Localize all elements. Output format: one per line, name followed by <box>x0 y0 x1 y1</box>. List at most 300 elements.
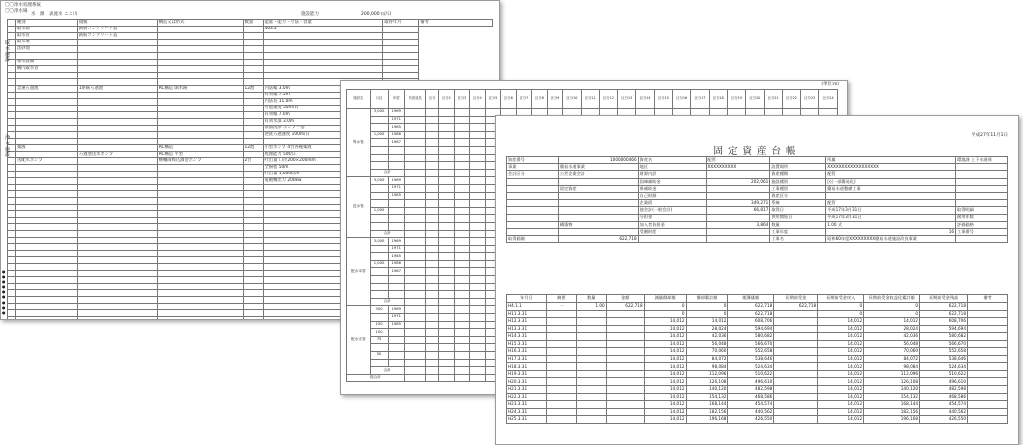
table-cell <box>404 124 425 132</box>
table-cell <box>404 230 425 238</box>
table-cell: 496,610 <box>920 378 968 386</box>
table-cell <box>15 204 77 211</box>
table-cell <box>576 325 606 333</box>
table-cell <box>77 158 157 165</box>
table-cell <box>370 215 388 223</box>
table-cell: 42,036 <box>686 333 728 341</box>
table-cell <box>243 303 263 310</box>
table-cell <box>470 321 486 329</box>
table-cell: 簡易水道事業 <box>558 164 638 171</box>
table-cell <box>774 340 818 348</box>
table-cell <box>263 46 383 53</box>
table-cell <box>383 46 419 53</box>
table-cell <box>15 178 77 185</box>
table-cell: 538,646 <box>920 355 968 363</box>
table-cell <box>439 344 455 352</box>
table-cell <box>426 192 439 200</box>
table-cell <box>546 393 576 401</box>
table-row <box>507 393 1008 401</box>
table-cell <box>470 336 486 344</box>
table-cell: 538,646 <box>728 355 774 363</box>
table-cell <box>383 72 419 79</box>
table-cell <box>15 79 77 86</box>
table-cell <box>968 303 1008 311</box>
table-cell: 区(一部簡易化) <box>826 178 956 185</box>
table-row <box>507 370 1008 378</box>
table-cell: 全揚程 50m <box>263 165 383 172</box>
table-cell <box>243 66 263 73</box>
table-cell: 区分19 <box>727 90 745 109</box>
table-cell <box>454 162 470 170</box>
table-cell <box>77 277 157 284</box>
table-cell: 75 <box>370 336 388 344</box>
table-cell <box>546 348 576 356</box>
table-cell <box>470 131 486 139</box>
table-cell: 年月日 <box>507 295 547 303</box>
table-cell <box>404 184 425 192</box>
table-cell <box>439 222 455 230</box>
table-cell <box>558 192 638 199</box>
table-cell <box>404 314 425 322</box>
table-cell: 3,864 <box>706 221 770 228</box>
table-cell <box>77 211 157 218</box>
table-cell <box>774 348 818 356</box>
side-label-purification: 浄水施設 <box>5 135 11 159</box>
table-cell <box>454 238 470 246</box>
table-cell <box>454 184 470 192</box>
table-cell <box>15 184 77 191</box>
table-cell: 426,550 <box>728 416 774 424</box>
table-cell: 0 <box>644 303 686 311</box>
table-cell <box>439 230 455 238</box>
table-cell: H25.3.31 <box>507 416 547 424</box>
table-cell <box>606 393 644 401</box>
table-cell: 区分6 <box>501 90 517 109</box>
table-cell <box>388 344 404 352</box>
table-cell: 496,610 <box>728 378 774 386</box>
table-cell <box>370 222 388 230</box>
table-cell <box>370 162 388 170</box>
table-cell <box>606 386 644 394</box>
table-cell <box>383 59 419 66</box>
table-cell <box>470 298 486 306</box>
table-cell <box>157 132 243 139</box>
table-cell: ろ過速度 50m/日 <box>263 105 383 112</box>
table-cell <box>15 277 77 284</box>
table-cell <box>546 355 576 363</box>
table-cell <box>15 198 77 205</box>
table-cell: H22.3.31 <box>507 393 547 401</box>
table-cell: 440,562 <box>920 408 968 416</box>
table-cell <box>470 139 486 147</box>
table-cell <box>439 336 455 344</box>
table-cell <box>426 230 439 238</box>
table-cell <box>77 290 157 297</box>
table-cell <box>454 306 470 314</box>
table-cell <box>454 374 470 382</box>
table-cell: 552,658 <box>920 348 968 356</box>
table-cell <box>470 314 486 322</box>
table-cell <box>454 344 470 352</box>
table-cell: 14,012 <box>818 348 864 356</box>
table-cell: 42,036 <box>864 333 920 341</box>
table-cell <box>404 336 425 344</box>
table-cell: 電動機出力 200kw <box>263 178 383 185</box>
table-cell <box>470 207 486 215</box>
table-cell: 他会計(一般会計) <box>638 207 706 214</box>
table-cell <box>404 154 425 162</box>
table-cell <box>404 367 425 375</box>
table-cell: 0 <box>864 310 920 318</box>
table-cell <box>426 109 439 117</box>
table-cell: 系統 <box>770 200 826 207</box>
table-cell <box>157 277 243 284</box>
table-cell: 14,012 <box>644 325 686 333</box>
table-cell <box>404 131 425 139</box>
table-cell <box>243 26 263 33</box>
ledger-title: 固定資産台帳 <box>713 146 801 157</box>
table-cell <box>388 291 404 299</box>
table-cell <box>243 33 263 40</box>
table-cell: 56,048 <box>864 340 920 348</box>
table-cell <box>454 200 470 208</box>
table-cell <box>8 257 16 264</box>
table-cell <box>243 204 263 211</box>
table-cell <box>8 20 16 27</box>
table-cell: ろ過池送水ポンプ <box>77 151 157 158</box>
table-cell: 区分4 <box>470 90 486 109</box>
table-cell <box>404 283 425 291</box>
table-cell <box>968 378 1008 386</box>
table-row <box>507 178 1008 185</box>
table-cell <box>370 268 388 276</box>
table-cell <box>8 316 16 320</box>
table-cell <box>77 257 157 264</box>
table-cell: 区分9 <box>547 90 563 109</box>
table-cell <box>404 291 425 299</box>
table-cell <box>404 215 425 223</box>
table-header-row <box>507 295 1008 303</box>
table-cell: 154,132 <box>686 393 728 401</box>
table-cell <box>404 321 425 329</box>
table-cell <box>404 253 425 261</box>
table-cell <box>8 118 16 125</box>
table-cell <box>263 33 383 40</box>
table-cell: 構造又は形式 <box>157 20 243 27</box>
table-cell: 14,012 <box>818 318 864 326</box>
table-cell <box>426 139 439 147</box>
table-cell: RC構造 開水路 <box>157 85 243 92</box>
table-cell: 数量 <box>770 221 826 228</box>
table-cell: 数量 <box>243 20 263 27</box>
table-row <box>507 325 1008 333</box>
table-cell <box>388 162 404 170</box>
table-cell: 196,168 <box>686 416 728 424</box>
table-cell <box>243 79 263 86</box>
table-cell <box>426 146 439 154</box>
table-cell <box>454 230 470 238</box>
sheet2-unit: (単位:m) <box>821 82 839 87</box>
table-cell: 表面洗浄 ポンプ一基 <box>263 125 383 132</box>
table-cell <box>404 169 425 177</box>
table-cell <box>157 263 243 270</box>
table-cell <box>15 92 77 99</box>
table-cell <box>15 118 77 125</box>
table-cell <box>8 244 16 251</box>
table-cell <box>426 336 439 344</box>
table-cell <box>243 46 263 53</box>
table-cell: 取得明細 <box>956 207 1008 214</box>
table-cell: 規模 <box>77 20 157 27</box>
table-row <box>507 318 1008 326</box>
table-cell <box>157 46 243 53</box>
table-cell <box>243 250 263 257</box>
table-cell: 1969 <box>388 177 404 185</box>
table-cell <box>426 374 439 382</box>
table-cell <box>370 116 388 124</box>
table-cell: H11.3.31 <box>507 310 547 318</box>
table-cell <box>15 112 77 119</box>
table-cell <box>243 52 263 59</box>
table-cell <box>439 298 455 306</box>
table-cell: H24.3.31 <box>507 408 547 416</box>
table-cell <box>426 124 439 132</box>
table-cell <box>77 79 157 86</box>
table-cell <box>426 162 439 170</box>
table-cell <box>507 178 559 185</box>
table-cell: 会計区分 <box>507 171 559 178</box>
table-cell <box>77 171 157 178</box>
table-cell: 配水本管 <box>347 238 371 306</box>
table-header-row <box>8 20 493 27</box>
table-cell <box>404 374 425 382</box>
table-cell <box>8 303 16 310</box>
table-cell <box>826 192 956 199</box>
table-cell <box>439 291 455 299</box>
table-cell: 0 <box>818 310 864 318</box>
table-cell <box>426 268 439 276</box>
table-cell: 14,012 <box>644 355 686 363</box>
table-cell <box>77 39 157 46</box>
table-cell <box>606 401 644 409</box>
table-cell: 工事名 <box>770 236 826 243</box>
table-cell: 昭和60年度XXXXXXXXX簡易水道施設改良事業 <box>826 236 956 243</box>
sheet1-facility-name: 水 源 表流水 ここ川 <box>31 12 78 17</box>
table-row <box>8 72 493 79</box>
table-cell: 1.00 式 <box>826 221 956 228</box>
table-cell: 構内取水管 <box>15 66 77 73</box>
table-cell: 所属 <box>826 157 956 164</box>
table-cell <box>426 367 439 375</box>
table-cell <box>77 66 157 73</box>
table-cell: 622,718 <box>606 303 644 311</box>
table-cell: 14,012 <box>644 386 686 394</box>
table-cell <box>8 237 16 244</box>
table-cell <box>439 200 455 208</box>
table-cell <box>8 184 16 191</box>
table-cell: 622,718 <box>728 303 774 311</box>
sheet1-capacity-label: 施設能力 <box>301 12 319 17</box>
table-cell: 分担金 <box>638 214 706 221</box>
table-cell: 112,096 <box>686 370 728 378</box>
table-cell: 56,048 <box>686 340 728 348</box>
table-cell: 510,622 <box>728 370 774 378</box>
table-cell <box>77 204 157 211</box>
table-cell <box>576 386 606 394</box>
table-cell <box>243 165 263 172</box>
table-cell: 区分12 <box>599 90 617 109</box>
table-cell <box>774 408 818 416</box>
table-cell: 合計 <box>370 169 404 177</box>
table-cell <box>157 178 243 185</box>
table-cell <box>470 109 486 117</box>
table-row <box>8 46 493 53</box>
table-cell: 14,012 <box>818 416 864 424</box>
table-cell <box>439 184 455 192</box>
table-cell: 14,012 <box>644 370 686 378</box>
table-cell <box>388 146 404 154</box>
table-cell <box>546 370 576 378</box>
table-cell: 設置場所 <box>770 164 826 171</box>
table-cell: 小型ポンプ 4台各種薬液 <box>263 145 383 152</box>
table-cell: 14,012 <box>818 370 864 378</box>
table-cell <box>638 236 706 243</box>
table-cell <box>426 291 439 299</box>
table-cell <box>15 310 77 317</box>
table-cell: 14,012 <box>864 318 920 326</box>
table-cell: 14,012 <box>644 416 686 424</box>
table-cell <box>8 105 16 112</box>
table-cell <box>370 314 388 322</box>
table-cell <box>404 245 425 253</box>
table-cell: 14,012 <box>818 386 864 394</box>
table-cell <box>426 329 439 337</box>
table-cell: 財源内訳 <box>638 171 706 178</box>
table-cell <box>157 118 243 125</box>
table-cell: 有効水深 3.0m <box>263 118 383 125</box>
table-cell <box>8 165 16 172</box>
table-cell <box>243 198 263 205</box>
table-cell <box>454 109 470 117</box>
table-cell: 0 <box>686 303 728 311</box>
table-cell <box>77 270 157 277</box>
table-cell <box>243 184 263 191</box>
table-cell: 182,156 <box>686 408 728 416</box>
table-cell: 区分 <box>426 90 439 109</box>
table-cell: 3,000 <box>370 109 388 117</box>
table-cell: 加入者負担金 <box>638 221 706 228</box>
table-cell <box>470 253 486 261</box>
table-cell <box>15 263 77 270</box>
table-cell <box>77 92 157 99</box>
table-cell <box>243 290 263 297</box>
table-cell <box>243 72 263 79</box>
table-cell: 長期前受金 <box>774 295 818 303</box>
table-cell: 168,144 <box>864 401 920 409</box>
table-cell: 区分10 <box>563 90 581 109</box>
table-cell <box>454 154 470 162</box>
table-cell <box>157 184 243 191</box>
table-cell: H21.3.31 <box>507 386 547 394</box>
table-cell <box>77 184 157 191</box>
table-cell <box>388 207 404 215</box>
table-row <box>8 52 493 59</box>
table-cell <box>968 416 1008 424</box>
table-row <box>8 59 493 66</box>
table-cell <box>370 253 388 261</box>
table-row <box>8 26 493 33</box>
table-cell <box>404 139 425 147</box>
table-cell <box>454 268 470 276</box>
table-cell <box>558 214 638 221</box>
table-cell: 14,012 <box>644 333 686 341</box>
table-cell: 70,060 <box>864 348 920 356</box>
table-cell <box>439 238 455 246</box>
table-cell <box>243 224 263 231</box>
table-cell: 14,012 <box>818 325 864 333</box>
table-cell <box>426 245 439 253</box>
table-cell: 349,271 <box>706 200 770 207</box>
table-cell: 14,012 <box>818 355 864 363</box>
table-cell <box>15 217 77 224</box>
table-cell <box>15 72 77 79</box>
table-cell <box>439 109 455 117</box>
table-cell: 28,024 <box>686 325 728 333</box>
table-cell <box>426 260 439 268</box>
table-cell: 簡易水道整備工事 <box>826 185 956 192</box>
table-cell <box>157 59 243 66</box>
table-cell: 合計 <box>370 298 404 306</box>
table-cell <box>157 217 243 224</box>
table-cell <box>774 363 818 371</box>
table-cell: 426,550 <box>920 416 968 424</box>
table-cell <box>470 200 486 208</box>
table-cell <box>470 344 486 352</box>
table-cell <box>576 378 606 386</box>
table-cell: 454,574 <box>728 401 774 409</box>
table-cell: 1987 <box>388 139 404 147</box>
table-cell: 施設種別 <box>770 178 826 185</box>
table-cell: 12池 <box>243 145 263 152</box>
table-cell <box>388 215 404 223</box>
table-cell <box>15 303 77 310</box>
table-cell: 事業 <box>507 164 559 171</box>
table-cell <box>243 92 263 99</box>
table-cell <box>426 154 439 162</box>
table-cell: 区分20 <box>746 90 764 109</box>
table-cell <box>439 352 455 360</box>
table-cell <box>426 177 439 185</box>
table-cell: 金額 <box>606 295 644 303</box>
table-row <box>507 236 1008 243</box>
table-cell <box>157 52 243 59</box>
table-cell <box>956 185 1008 192</box>
table-cell: 区分16 <box>673 90 691 109</box>
table-cell <box>77 263 157 270</box>
table-cell: 594,694 <box>920 325 968 333</box>
table-cell: 552,658 <box>728 348 774 356</box>
table-cell: 資産名 <box>638 157 706 164</box>
table-cell <box>77 118 157 125</box>
table-cell <box>243 191 263 198</box>
table-cell <box>404 207 425 215</box>
table-cell: 摘要 <box>546 295 576 303</box>
table-cell <box>576 401 606 409</box>
table-cell <box>77 310 157 317</box>
table-cell <box>576 310 606 318</box>
table-cell: 3,000 <box>370 238 388 246</box>
table-cell: 取得日 <box>770 207 826 214</box>
